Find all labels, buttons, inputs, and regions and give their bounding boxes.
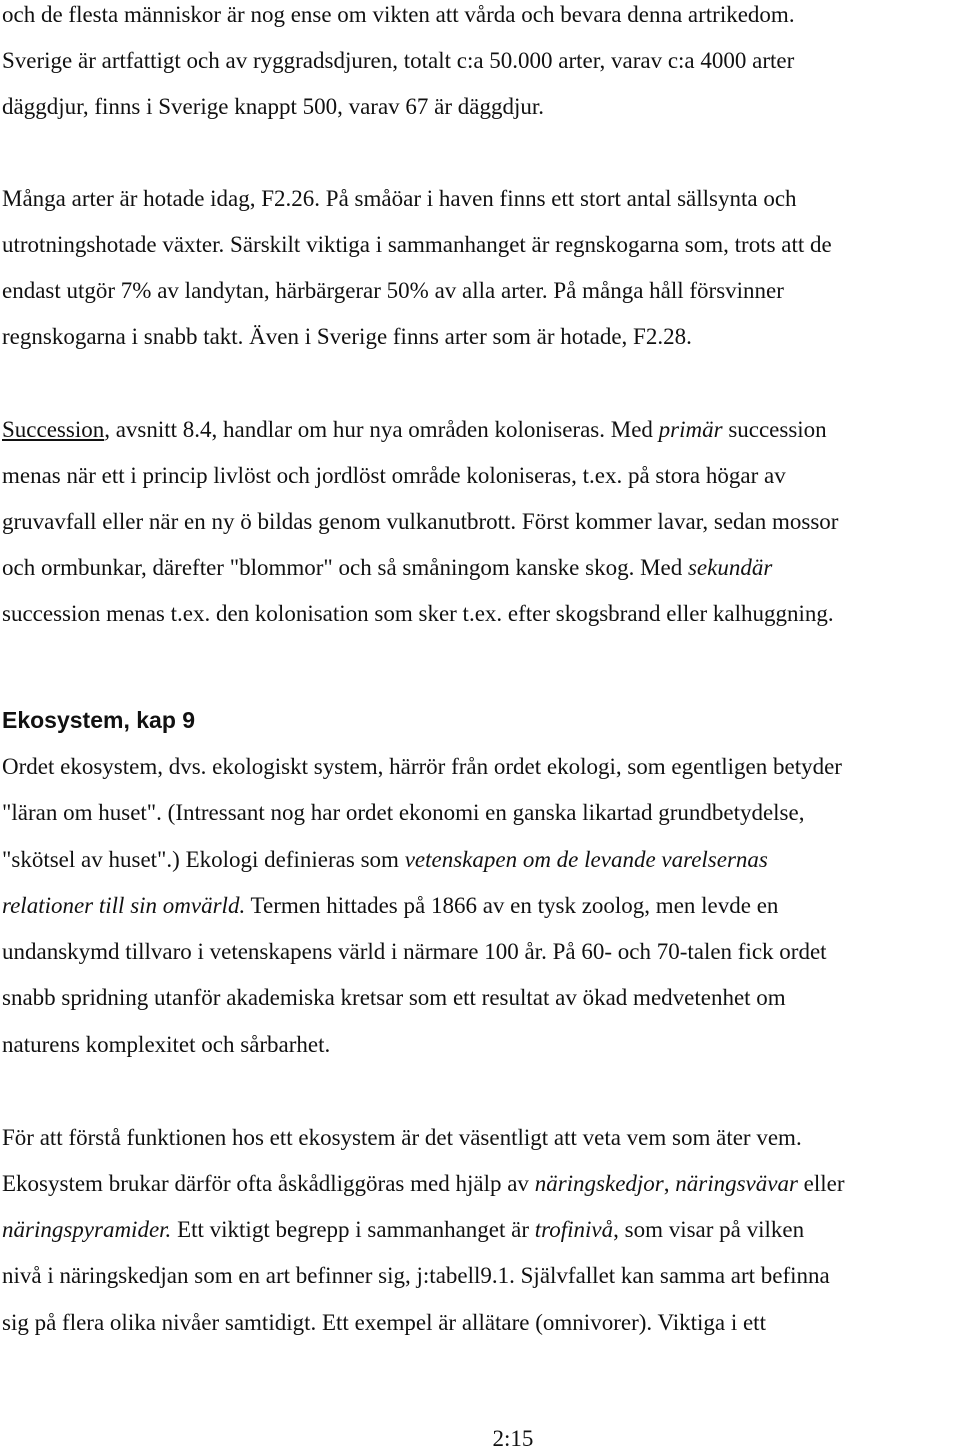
emphasis: trofinivå xyxy=(534,1217,614,1242)
paragraph-1-line-2: Sverige är artfattigt och av ryggradsdjuren, totalt c:a 50.000 arter, varav c:a 4000 arter xyxy=(2,48,795,73)
section-heading: Ekosystem, kap 9 xyxy=(2,707,196,733)
paragraph-3-line-4 xyxy=(2,553,772,583)
paragraph-3-line-5: succession menas t.ex. den kolonisation som sker t.ex. efter skogsbrand eller kalhuggning. xyxy=(2,601,834,626)
paragraph-3-line-3: gruvavfall eller när en ny ö bildas genom vulkanutbrott. Först kommer lavar, sedan mossor xyxy=(2,509,839,534)
emphasis: näringsvävar xyxy=(675,1171,798,1196)
paragraph-4-line-5: undanskymd tillvaro i vetenskapens värld i närmare 100 år. På 60- och 70-talen fick ordet xyxy=(2,939,827,964)
paragraph-5-line-2 xyxy=(2,1169,845,1199)
emphasis: sekundär xyxy=(687,555,773,580)
text-span: , xyxy=(663,1171,676,1196)
paragraph-2-line-1: Många arter är hotade idag, F2.26. På småöar i haven finns ett stort antal sällsynta och xyxy=(2,186,797,211)
paragraph-2-line-4: regnskogarna i snabb takt. Även i Sverige finns arter som är hotade, F2.28. xyxy=(2,324,692,349)
text-span: , avsnitt 8.4, handlar om hur nya områden koloniseras. Med xyxy=(104,417,659,442)
paragraph-1-line-3: däggdjur, finns i Sverige knappt 500, varav 67 är däggdjur. xyxy=(2,94,545,119)
text-span: Ett viktigt begrepp i sammanhanget är xyxy=(171,1217,535,1242)
paragraph-5-line-4: nivå i näringskedjan som en art befinner sig, j:tabell9.1. Självfallet kan samma art befinna xyxy=(2,1263,830,1288)
paragraph-5-line-1: För att förstå funktionen hos ett ekosystem är det väsentligt att veta vem som äter vem. xyxy=(2,1125,802,1150)
paragraph-2-line-3: endast utgör 7% av landytan, härbärgerar 50% av alla arter. På många håll försvinner xyxy=(2,278,784,303)
paragraph-4-line-4 xyxy=(2,891,778,921)
emphasis: näringspyramider. xyxy=(2,1217,172,1242)
text-span: Termen hittades på 1866 av en tysk zoolog, men levde en xyxy=(245,893,779,918)
paragraph-5-line-5: sig på flera olika nivåer samtidigt. Ett exempel är allätare (omnivorer). Viktiga i ett xyxy=(2,1310,766,1335)
paragraph-4-line-3 xyxy=(2,845,768,875)
paragraph-4-line-1: Ordet ekosystem, dvs. ekologiskt system, härrör från ordet ekologi, som egentligen betyder xyxy=(2,754,842,779)
paragraph-5-line-3 xyxy=(2,1215,804,1245)
succession-link: Succession xyxy=(2,417,105,442)
emphasis: näringskedjor xyxy=(534,1171,664,1196)
text-span: succession xyxy=(722,417,827,442)
emphasis: relationer till sin omvärld. xyxy=(2,893,246,918)
text-span: "skötsel av huset".) Ekologi definieras som xyxy=(2,847,405,872)
emphasis: primär xyxy=(658,417,723,442)
paragraph-4-line-6: snabb spridning utanför akademiska kretsar som ett resultat av ökad medvetenhet om xyxy=(2,985,786,1010)
text-span: och ormbunkar, därefter "blommor" och så småningom kanske skog. Med xyxy=(2,555,688,580)
page-number: 2:15 xyxy=(492,1426,534,1451)
paragraph-4-line-2: "läran om huset". (Intressant nog har ordet ekonomi en ganska likartad grundbetydelse, xyxy=(2,800,805,825)
text-span: Ekosystem brukar därför ofta åskådliggöras med hjälp av xyxy=(2,1171,535,1196)
text-span: , som visar på vilken xyxy=(613,1217,805,1242)
emphasis: vetenskapen om de levande varelsernas xyxy=(404,847,768,872)
text-span: eller xyxy=(797,1171,845,1196)
paragraph-2-line-2: utrotningshotade växter. Särskilt viktiga i sammanhanget är regnskogarna som, trots att de xyxy=(2,232,832,257)
paragraph-4-line-7: naturens komplexitet och sårbarhet. xyxy=(2,1032,331,1057)
paragraph-3-line-1 xyxy=(2,415,827,445)
paragraph-1-line-1: och de flesta människor är nog ense om vikten att vårda och bevara denna artrikedom. xyxy=(2,2,795,27)
paragraph-3-line-2: menas när ett i princip livlöst och jordlöst område koloniseras, t.ex. på stora högar av xyxy=(2,463,786,488)
